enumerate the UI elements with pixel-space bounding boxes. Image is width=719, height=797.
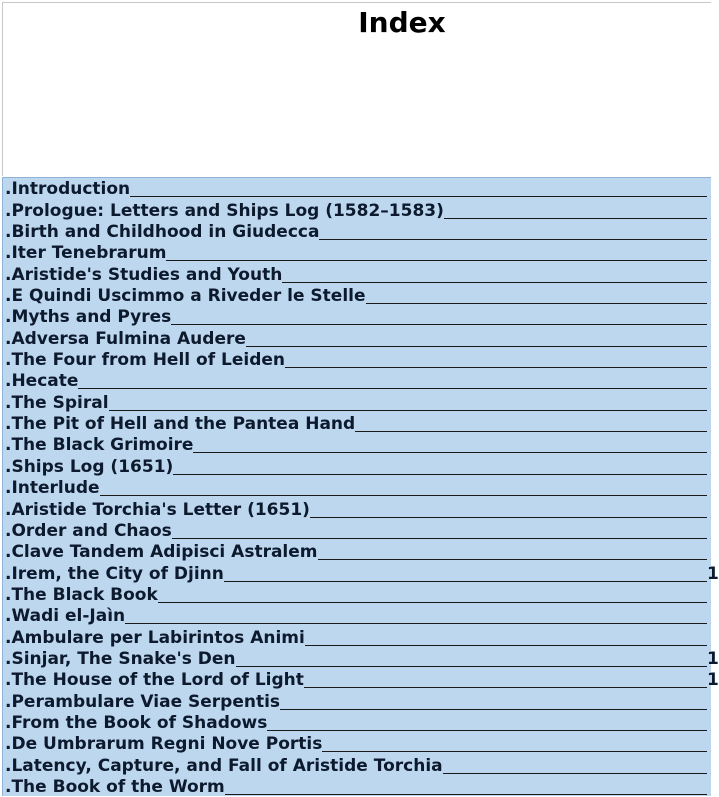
- toc-entry-label: .The House of the Lord of Light: [5, 670, 304, 691]
- toc-entry-label: .Myths and Pyres: [5, 307, 172, 328]
- toc-entry-label: .The Spiral: [5, 392, 109, 413]
- toc-entry[interactable]: [3, 562, 719, 584]
- toc-leader-line: [130, 195, 707, 197]
- toc-leader-line: [172, 537, 707, 539]
- toc-entry[interactable]: [3, 754, 711, 775]
- toc-entry[interactable]: [3, 349, 711, 370]
- toc-entry[interactable]: [3, 306, 711, 327]
- toc-entry-label: .Adversa Fulmina Audere: [5, 328, 246, 349]
- toc-leader-line: [100, 494, 707, 496]
- toc-entry-label: .The Pit of Hell and the Pantea Hand: [5, 414, 356, 435]
- toc-entry[interactable]: [3, 520, 711, 541]
- toc-entry[interactable]: [3, 776, 711, 797]
- toc-entry-label: .E Quindi Uscimmo a Riveder le Stelle: [5, 286, 366, 307]
- toc-entry-label: .Perambulare Viae Serpentis: [5, 691, 281, 712]
- toc-entry-label: .De Umbrarum Regni Nove Portis: [5, 734, 323, 755]
- toc-leader-line: [173, 473, 707, 475]
- toc-leader-line: [282, 281, 707, 283]
- toc-entry-label: .Iter Tenebrarum: [5, 243, 167, 264]
- toc-leader-line: [304, 686, 707, 688]
- page-title: Index: [358, 6, 446, 39]
- toc-entry[interactable]: [3, 221, 711, 242]
- toc-leader-line: [305, 644, 707, 646]
- toc-leader-line: [166, 259, 707, 261]
- toc-entry[interactable]: [3, 327, 711, 348]
- toc-entry-label: .Aristide's Studies and Youth: [5, 264, 283, 285]
- toc-leader-line: [225, 793, 707, 795]
- toc-entry-label: .Ambulare per Labirintos Animi: [5, 627, 305, 648]
- toc-leader-line: [443, 772, 707, 774]
- toc-leader-line: [280, 708, 707, 710]
- toc-entry[interactable]: [3, 413, 711, 434]
- toc-entry[interactable]: [3, 477, 711, 498]
- toc-entry[interactable]: [3, 541, 711, 562]
- toc-entry-label: .The Book of the Worm: [5, 776, 225, 797]
- toc-entry[interactable]: [3, 669, 719, 691]
- toc-entry-label: .Prologue: Letters and Ships Log (1582–1583): [5, 200, 444, 221]
- toc-entry[interactable]: [3, 584, 711, 605]
- toc-entry-label: .Sinjar, The Snake's Den: [5, 648, 236, 669]
- toc-entry-label: .Irem, the City of Djinn: [5, 563, 224, 584]
- toc-leader-line: [310, 516, 707, 518]
- toc-entry[interactable]: [3, 178, 711, 199]
- toc-entry-label: .The Black Grimoire: [5, 435, 194, 456]
- toc-entry[interactable]: [3, 498, 711, 519]
- toc-entry-label: .Birth and Childhood in Giudecca: [5, 222, 320, 243]
- toc-entry-label: .The Black Book: [5, 584, 158, 605]
- toc-leader-line: [318, 558, 708, 560]
- toc-entry[interactable]: [3, 648, 719, 669]
- toc-entry-label: .Hecate: [5, 371, 79, 392]
- toc-leader-line: [444, 217, 707, 219]
- toc-leader-line: [78, 387, 707, 389]
- toc-leader-line: [285, 366, 707, 368]
- toc-leader-line: [322, 750, 707, 752]
- toc-entry[interactable]: [3, 199, 711, 220]
- toc-list: [2, 177, 719, 797]
- toc-entry[interactable]: [3, 434, 711, 455]
- toc-leader-line: [125, 622, 707, 624]
- title-cell[interactable]: [2, 2, 711, 176]
- toc-entry[interactable]: [3, 455, 711, 476]
- toc-leader-line: [224, 580, 707, 582]
- toc-leader-line: [109, 409, 707, 411]
- toc-page-number: 1: [707, 648, 719, 669]
- toc-leader-line: [355, 430, 707, 432]
- toc-entry-label: .Ships Log (1651): [5, 456, 174, 477]
- toc-entry[interactable]: [3, 242, 711, 263]
- toc-leader-line: [158, 601, 707, 603]
- toc-leader-line: [246, 345, 707, 347]
- toc-leader-line: [193, 451, 707, 453]
- toc-entry[interactable]: [3, 605, 711, 626]
- toc-entry-label: .Wadi el-Jaìn: [5, 606, 126, 627]
- toc-leader-line: [236, 665, 707, 667]
- toc-leader-line: [366, 302, 707, 304]
- toc-entry[interactable]: [3, 285, 711, 306]
- toc-entry-label: .Aristide Torchia's Letter (1651): [5, 499, 310, 520]
- toc-entry[interactable]: [3, 391, 711, 412]
- toc-entry[interactable]: [3, 690, 711, 711]
- toc-entry[interactable]: [3, 626, 711, 647]
- toc-entry-label: .Introduction: [5, 179, 131, 200]
- toc-entry-label: .The Four from Hell of Leiden: [5, 350, 286, 371]
- toc-entry[interactable]: [3, 733, 711, 754]
- toc-entry-label: .Order and Chaos: [5, 520, 172, 541]
- toc-entry[interactable]: [3, 370, 711, 391]
- toc-entry-label: .Clave Tandem Adipisci Astralem: [5, 542, 318, 563]
- toc-page-number: 1: [707, 670, 719, 691]
- toc-entry-label: .From the Book of Shadows: [5, 712, 268, 733]
- toc-leader-line: [319, 238, 707, 240]
- toc-leader-line: [267, 729, 707, 731]
- toc-entry[interactable]: [3, 263, 711, 284]
- toc-page-number: 1: [707, 563, 719, 584]
- toc-leader-line: [171, 323, 707, 325]
- toc-entry-label: .Interlude: [5, 478, 100, 499]
- toc-entry[interactable]: [3, 712, 711, 733]
- toc-entry-label: .Latency, Capture, and Fall of Aristide Torchia: [5, 755, 443, 776]
